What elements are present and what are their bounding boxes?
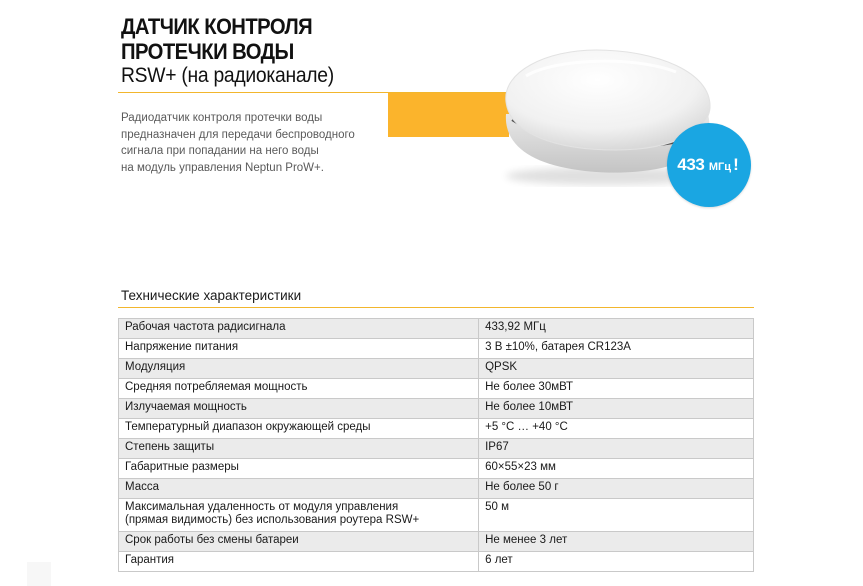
frequency-badge	[667, 123, 751, 207]
spec-param: Температурный диапазон окружающей среды	[119, 419, 479, 439]
table-row	[119, 419, 754, 439]
product-description	[121, 110, 391, 176]
badge-unit: МГц	[708, 161, 732, 173]
spec-value: IP67	[479, 439, 754, 459]
spec-value: Не более 10мВТ	[479, 399, 754, 419]
table-row	[119, 359, 754, 379]
table-row	[119, 552, 754, 572]
spec-param: Масса	[119, 479, 479, 499]
table-row	[119, 379, 754, 399]
specs-table	[118, 318, 754, 572]
table-row	[119, 399, 754, 419]
spec-value: 50 м	[479, 499, 754, 532]
spec-value: Не более 50 г	[479, 479, 754, 499]
table-row	[119, 339, 754, 359]
spec-param: Срок работы без смены батареи	[119, 532, 479, 552]
page-title-line-1: ДАТЧИК КОНТРОЛЯ	[121, 14, 313, 39]
spec-value: 3 В ±10%, батарея CR123A	[479, 339, 754, 359]
badge-number: 433	[677, 155, 705, 174]
page-corner-mark	[27, 562, 51, 586]
spec-value: +5 °C … +40 °C	[479, 419, 754, 439]
spec-param: Гарантия	[119, 552, 479, 572]
spec-value: Не более 30мВТ	[479, 379, 754, 399]
page-title-line-2: ПРОТЕЧКИ ВОДЫ	[121, 39, 294, 64]
description-line: предназначен для передачи беспроводного	[121, 128, 355, 141]
spec-value: 6 лет	[479, 552, 754, 572]
spec-param: Излучаемая мощность	[119, 399, 479, 419]
spec-param: Степень защиты	[119, 439, 479, 459]
table-row	[119, 439, 754, 459]
table-row	[119, 459, 754, 479]
spec-param: Рабочая частота радисигнала	[119, 319, 479, 339]
table-row	[119, 319, 754, 339]
spec-param: Средняя потребляемая мощность	[119, 379, 479, 399]
description-line: сигнала при попадании на него воды	[121, 145, 319, 157]
page-subtitle: RSW+ (на радиоканале)	[121, 64, 334, 87]
badge-exclamation: !	[733, 155, 739, 174]
table-row	[119, 479, 754, 499]
specs-divider	[118, 307, 754, 308]
spec-value: Не менее 3 лет	[479, 532, 754, 552]
table-row	[119, 499, 754, 532]
title-block	[121, 14, 352, 88]
spec-param: Модуляция	[119, 359, 479, 379]
spec-param: Габаритные размеры	[119, 459, 479, 479]
spec-value: 433,92 МГц	[479, 319, 754, 339]
specs-heading: Технические характеристики	[121, 288, 302, 303]
spec-value: 60×55×23 мм	[479, 459, 754, 479]
description-line: Радиодатчик контроля протечки воды	[121, 112, 323, 124]
spec-param: Максимальная удаленность от модуля управления (прямая видимость) без использования роутера RSW+	[119, 499, 479, 532]
description-line: на модуль управления Neptun ProW+.	[121, 161, 324, 174]
spec-value: QPSK	[479, 359, 754, 379]
spec-param: Напряжение питания	[119, 339, 479, 359]
table-row	[119, 532, 754, 552]
